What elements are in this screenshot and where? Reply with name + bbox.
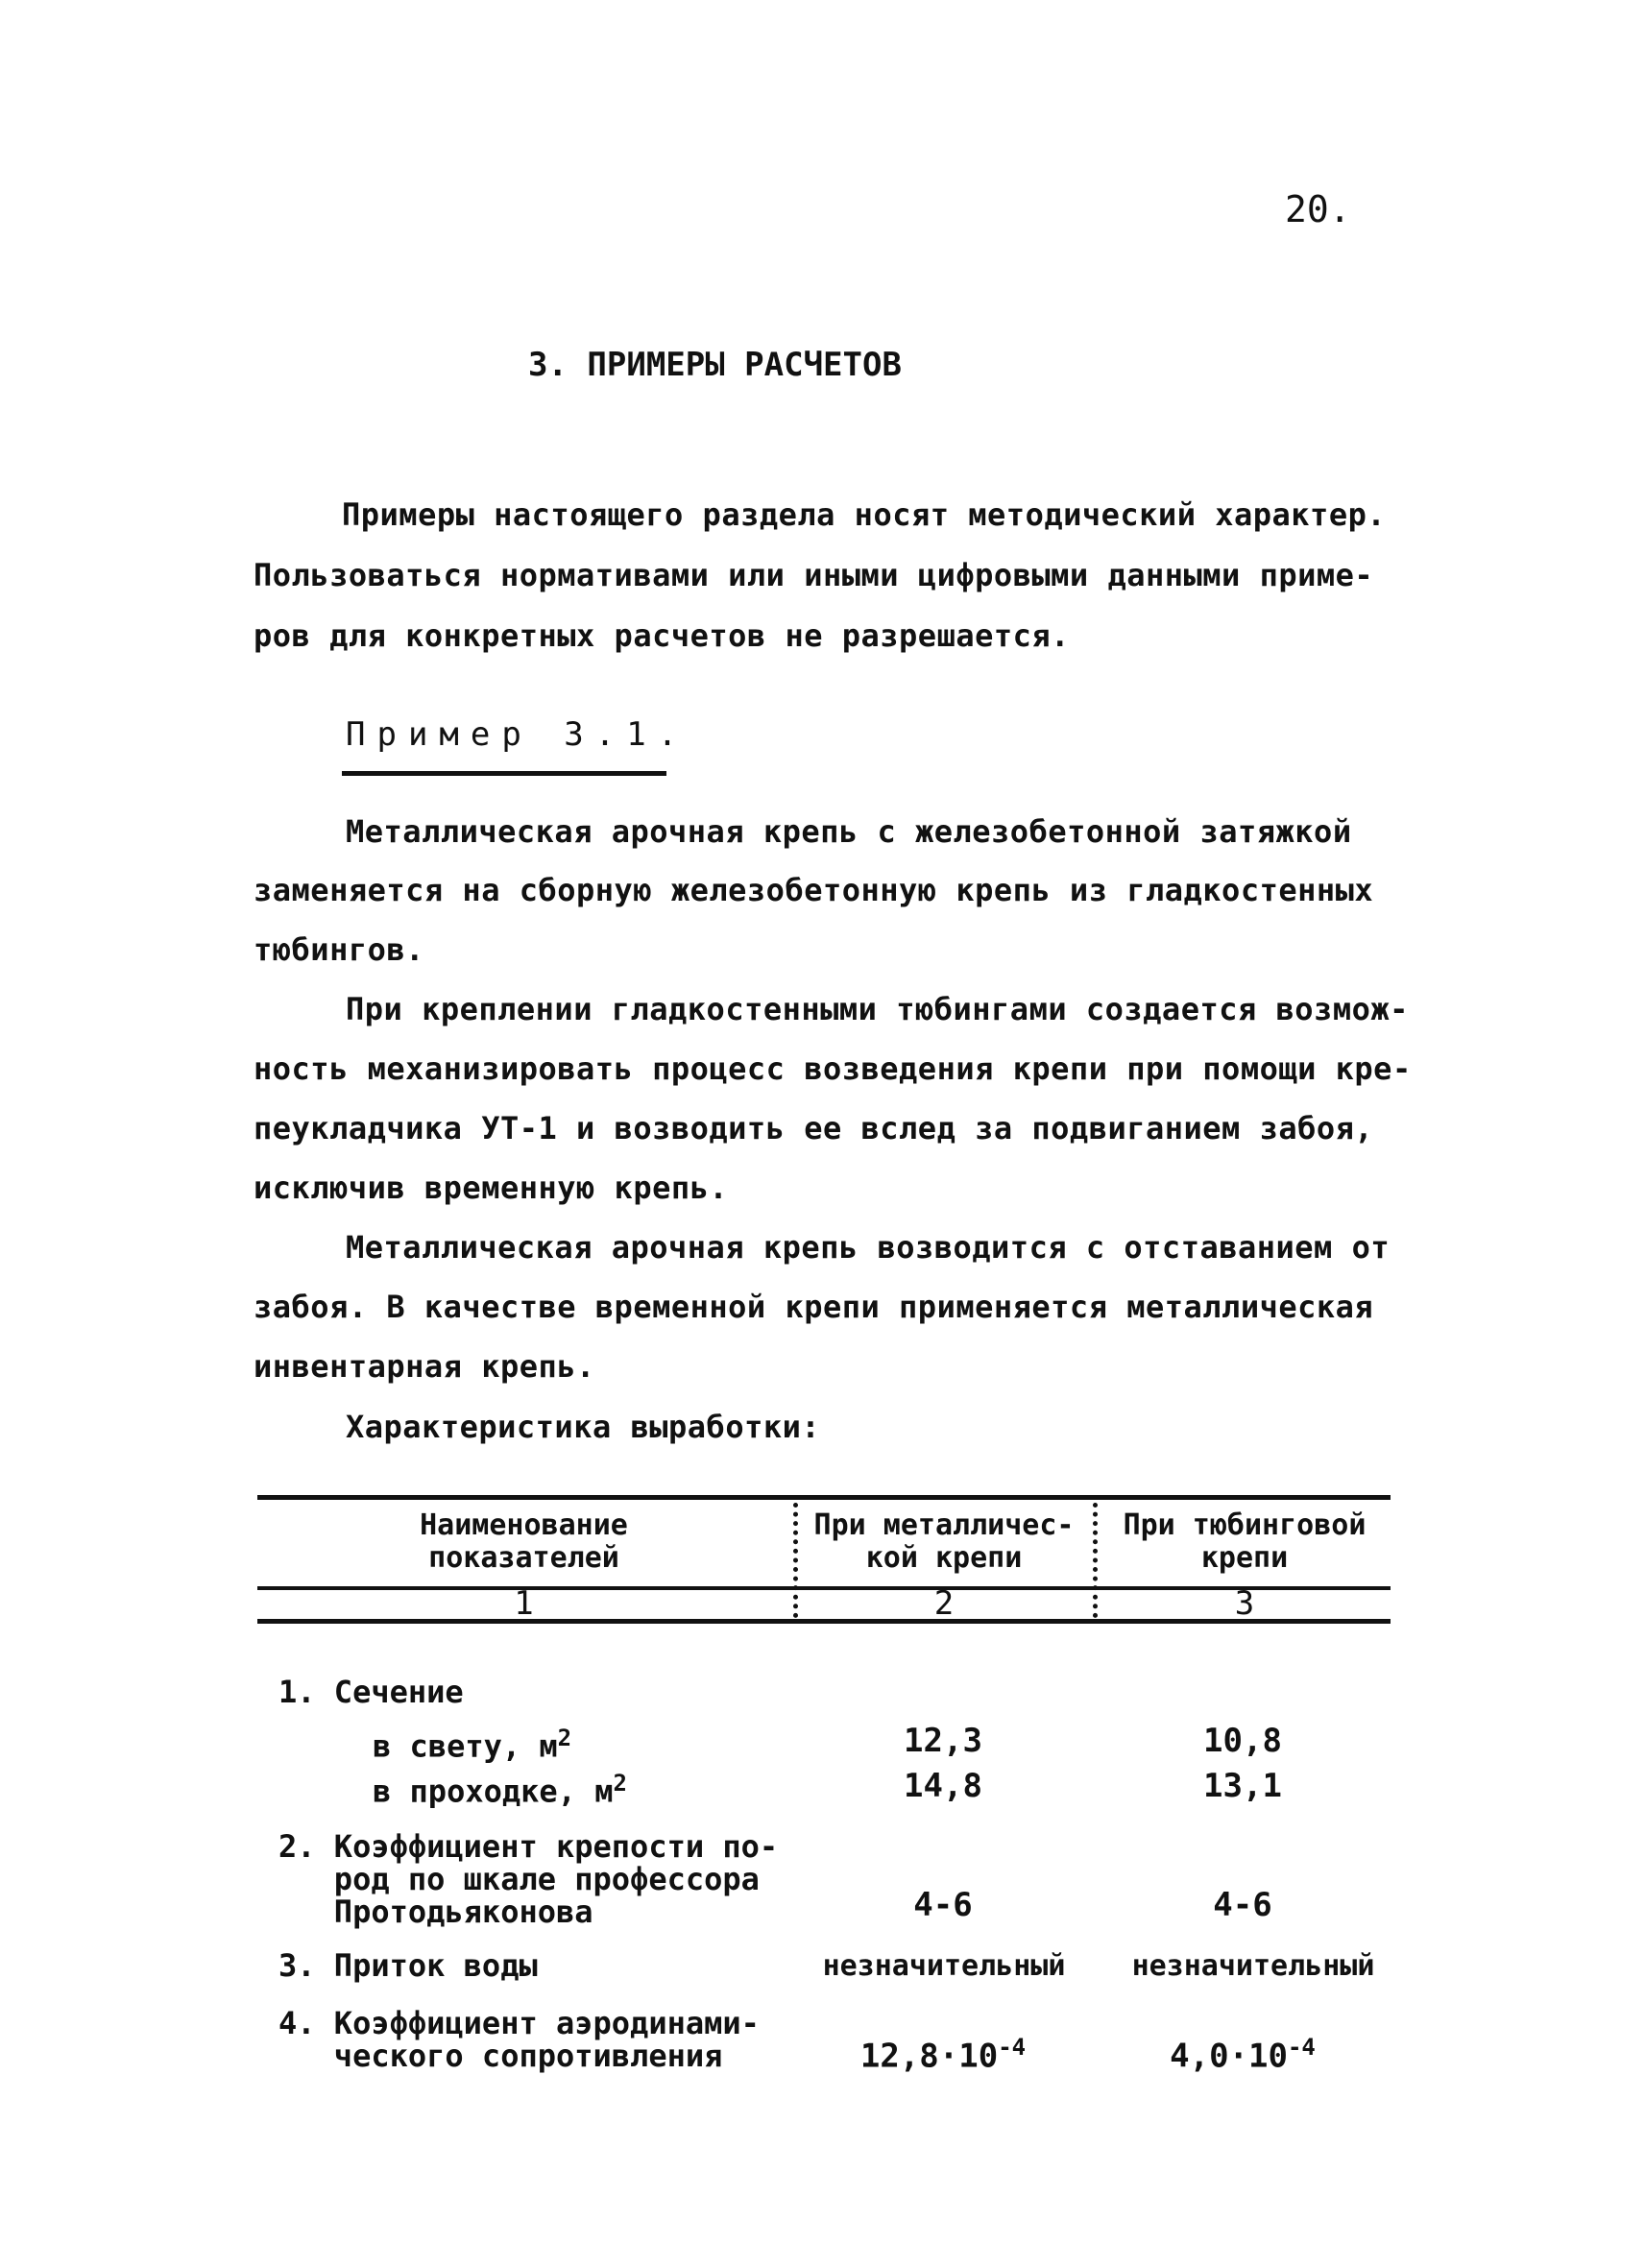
table-cell: $12,8\cdot 10^{-4}$ — [859, 2034, 1027, 2076]
table-cell: 14,8 — [904, 1767, 982, 1805]
table-row-label: 3. Приток воды — [278, 1947, 538, 1984]
body-line-1: Металлическая арочная крепь с железобетонной затяжкой — [346, 813, 1352, 850]
table-top-rule — [257, 1495, 1391, 1500]
body-line-6: пеукладчика УТ-1 и возводить ее вслед за подвиганием забоя, — [254, 1110, 1374, 1146]
table-cell: 4-6 — [913, 1886, 973, 1924]
table-cell: 13,1 — [1203, 1767, 1282, 1805]
table-row-label: в проходке, $м^2$ — [373, 1770, 627, 1810]
table-cell: 10,8 — [1203, 1722, 1282, 1760]
page-number: 20. — [1285, 188, 1351, 230]
table-cell: незначительный — [1131, 1949, 1375, 1983]
section-title: 3. ПРИМЕРЫ РАСЧЕТОВ — [528, 346, 902, 384]
body-line-2: заменяется на сборную железобетонную крепь из гладкостенных — [254, 872, 1374, 908]
body-line-7: исключив временную крепь. — [254, 1170, 729, 1206]
table-colnum-1: 1 — [514, 1584, 534, 1623]
table-cell: 12,3 — [904, 1722, 982, 1760]
table-header-metal: При металличес- кой крепи — [813, 1508, 1075, 1575]
table-divider-2 — [1093, 1503, 1098, 1618]
body-line-11: Характеристика выработки: — [346, 1409, 821, 1445]
intro-line-3: ров для конкретных расчетов не разрешается. — [254, 617, 1070, 654]
table-row-label: в свету, $м^2$ — [373, 1725, 572, 1765]
body-line-9: забоя. В качестве временной крепи применяется металлическая — [254, 1289, 1374, 1325]
table-colnum-2: 2 — [933, 1584, 955, 1623]
table-cell: незначительный — [822, 1949, 1066, 1983]
body-line-10: инвентарная крепь. — [254, 1348, 595, 1385]
table-header-tubing: При тюбинговой крепи — [1123, 1508, 1367, 1575]
body-line-8: Металлическая арочная крепь возводится с отставанием от — [346, 1229, 1391, 1266]
table-row-label: 2. Коэффициент крепости по- род по шкале профессора Протодьяконова — [278, 1828, 779, 1930]
body-line-3: тюбингов. — [254, 931, 424, 968]
body-line-4: При креплении гладкостенными тюбингами создается возмож- — [346, 991, 1409, 1027]
table-header-name: Наименование показателей — [420, 1508, 628, 1575]
table-cell: $4,0\cdot 10^{-4}$ — [1170, 2034, 1316, 2076]
table-row-label: 4. Коэффициент аэродинами- ческого сопротивления — [278, 2005, 760, 2074]
table-row-label: 1. Сечение — [278, 1674, 464, 1710]
intro-line-2: Пользоваться нормативами или иными цифровыми данными приме- — [254, 557, 1374, 593]
table-divider-1 — [793, 1503, 798, 1618]
example-title: Пример 3.1. — [346, 715, 689, 754]
body-line-5: ность механизировать процесс возведения крепи при помощи кре- — [254, 1050, 1412, 1087]
table-colnum-3: 3 — [1234, 1584, 1255, 1623]
intro-line-1: Примеры настоящего раздела носят методический характер. — [342, 496, 1387, 533]
example-title-underline — [342, 771, 666, 776]
table-cell: 4-6 — [1213, 1886, 1272, 1924]
